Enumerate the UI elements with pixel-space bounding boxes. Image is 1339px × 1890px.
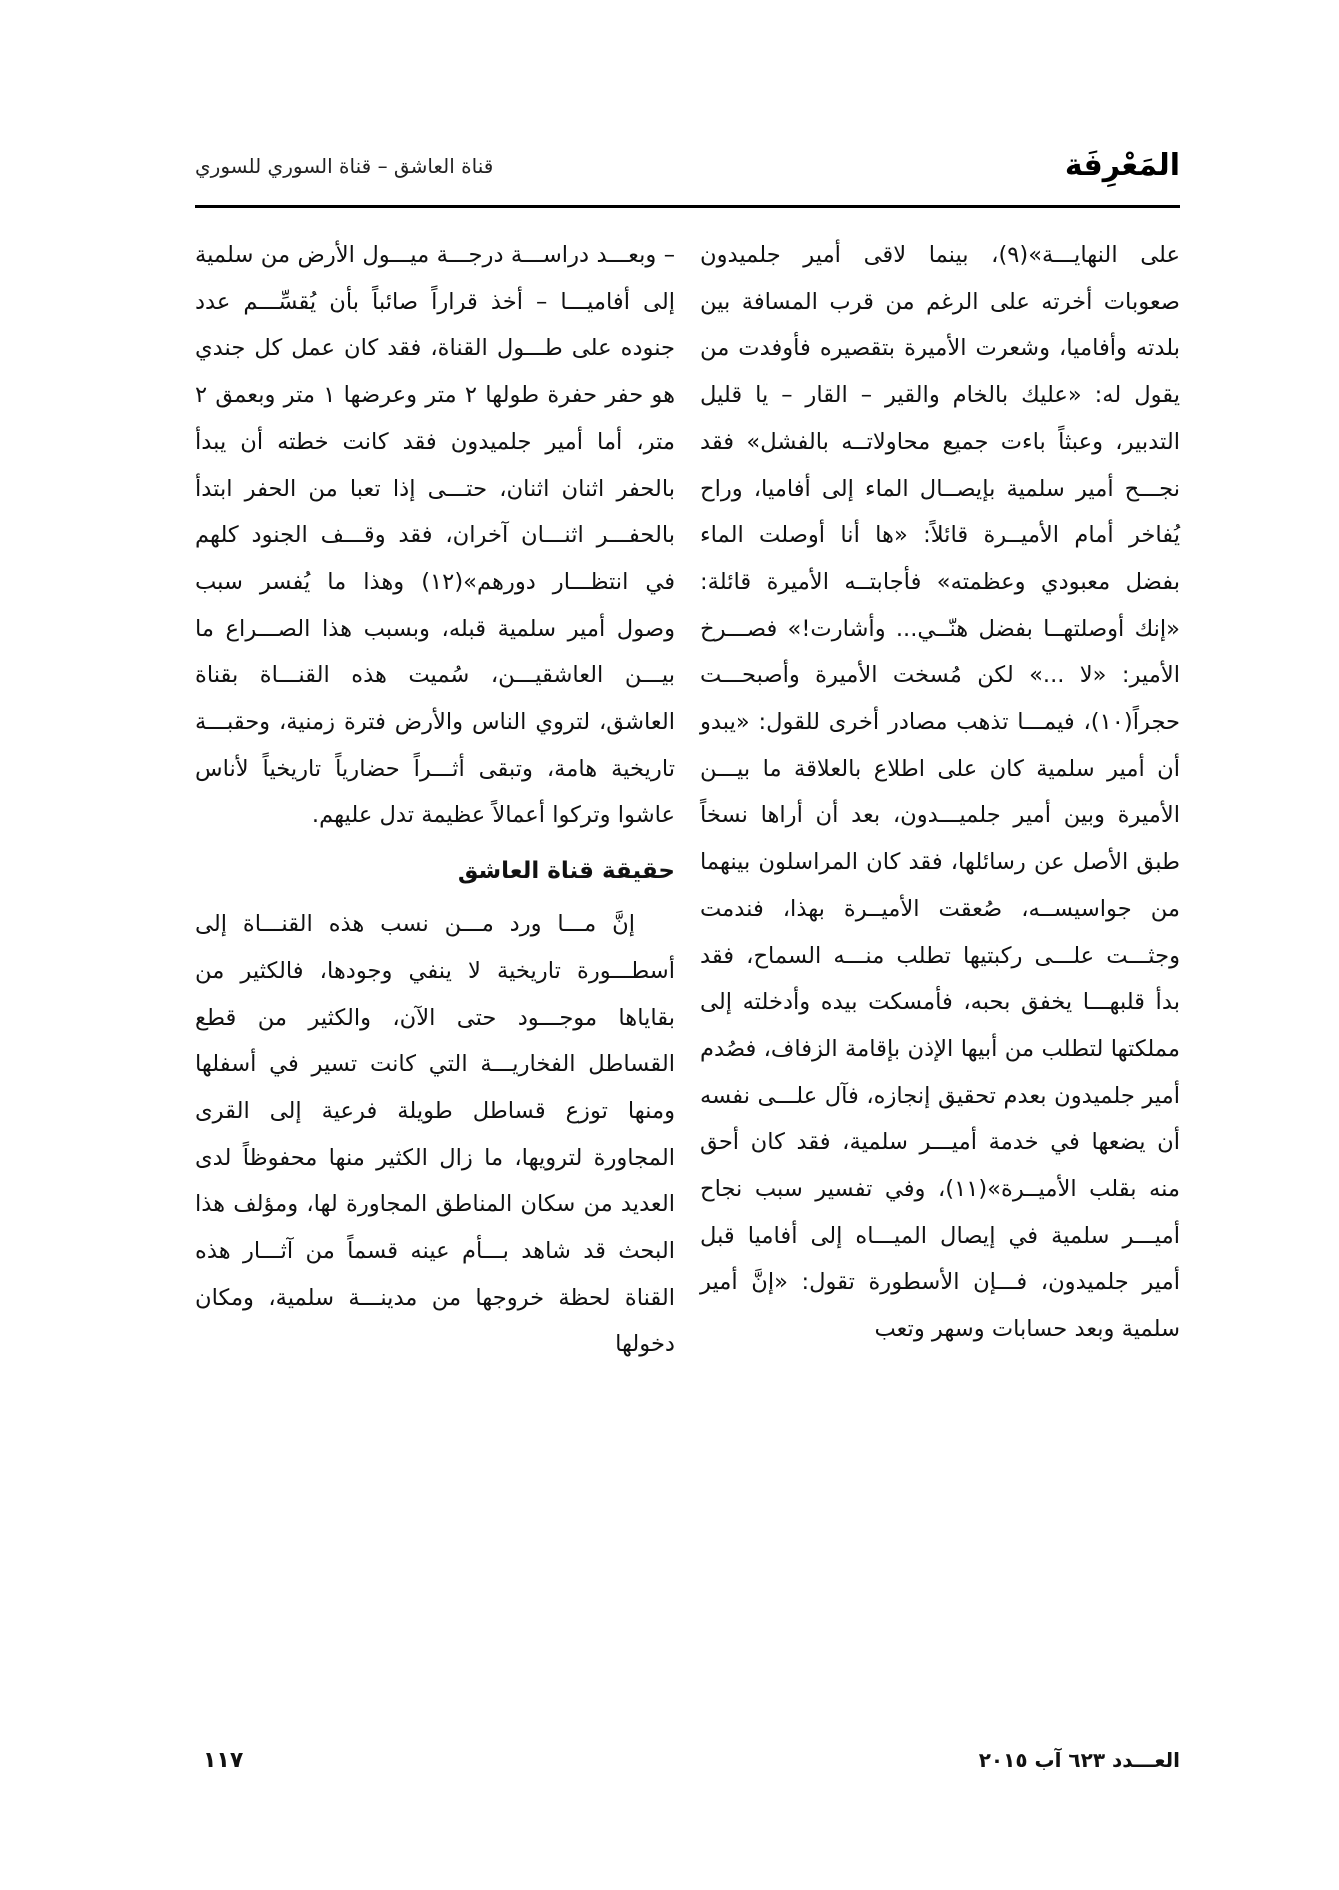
running-title: قناة العاشق – قناة السوري للسوري [195,154,494,178]
right-column-text: على النهايـــة»(٩)، بينما لاقى أمير جلميدون صعوبات أخرته على الرغم من قرب المسافة بين بلدته وأفاميا، وشعرت الأميرة بتقصيره فأوفدت من يقول له: «عليك بالخام والقير – القار – يا قليل التدبير، وعبثاً باءت جميع محاولاتــه بالفشل» فقد نجـــح أمير سلمية بإيصــال الماء إلى أفاميا، وراح يُفاخر أمام الأميــرة قائلاً: «ها أنا أوصلت الماء بفضل معبودي وعظمته» فأجابتــه الأميرة قائلة: «إنك أوصلتهــا بفضل هنّــي... وأشارت!» فصـــرخ الأمير: «لا ...» لكن مُسخت الأميرة وأصبحـــت حجراً(١٠)، فيمـــا تذهب مصادر أخرى للقول: «يبدو أن أمير سلمية كان على اطلاع بالعلاقة ما بيـــن الأميرة وبين أمير جلميـــدون، بعد أن أراها نسخاً طبق الأصل عن رسائلها، فقد كان المراسلون بينهما من جواسيســه، صُعقت الأميــرة بهذا، فندمت وجثـــت علـــى ركبتيها تطلب منـــه السماح، فقد بدأ قلبهـــا يخفق بحبه، فأمسكت بيده وأدخلته إلى مملكتها لتطلب من أبيها الإذن بإقامة الزفاف، فصُدم أمير جلميدون بعدم تحقيق إنجازه، فآل علـــى نفسه أن يضعها في خدمة أميـــر سلمية، فقد كان أحق منه بقلب الأميــرة»(١١)، وفي تفسير سبب نجاح أميـــر سلمية في إيصال الميـــاه إلى أفاميا قبل أمير جلميدون، فـــإن الأسطورة تقول: «إنَّ أمير سلمية وبعد حسابات وسهر وتعب [700,242,1181,1343]
header-divider [195,205,1180,208]
issue-info: العـــدد ٦٢٣ آب ٢٠١٥ [978,1748,1180,1772]
page-footer [195,1748,1180,1788]
page-number: ١١٧ [203,1748,244,1773]
left-column-paragraph-1: – وبعـــد دراســـة درجـــة ميـــول الأرض من سلمية إلى أفاميـــا – أخذ قراراً صائباً بأن يُقسِّـــم عدد جنوده على طـــول القناة، فقد كان عمل كل جندي هو حفر حفرة طولها ٢ متر وعرضها ١ متر وبعمق ٢ متر، أما أمير جلميدون فقد كانت خطته أن يبدأ بالحفر اثنان اثنان، حتـــى إذا تعبا من الحفر ابتدأ بالحفـــر اثنـــان آخران، فقد وقـــف الجنود كلهم في انتظـــار دورهم»(١٢) وهذا ما يُفسر سبب وصول أمير سلمية قبله، وبسبب هذا الصـــراع ما بيـــن العاشقيـــن، سُميت هذه القنـــاة بقناة العاشق، لتروي الناس والأرض فترة زمنية، وحقبـــة تاريخية هامة، وتبقى أثـــراً حضارياً تاريخياً لأناس عاشوا وتركوا أعمالاً عظيمة تدل عليهم. [195,242,676,829]
magazine-logo: المَعْرِفَة [1064,148,1180,183]
section-heading: حقيقة قناة العاشق [457,858,675,885]
right-column [700,232,1180,1353]
left-column-paragraph-2: إنَّ مـــا ورد مـــن نسب هذه القنـــاة إلى أسطـــورة تاريخية لا ينفي وجودها، فالكثير من بقاياها موجـــود حتى الآن، والكثير من قطع القساطل الفخاريـــة التي كانت تسير في أسفلها ومنها توزع قساطل طويلة فرعية إلى القرى المجاورة لترويها، ما زال الكثير منها محفوظاً لدى العديد من سكان المناطق المجاورة لها، ومؤلف هذا البحث قد شاهد بـــأم عينه قسماً من آثـــار هذه القناة لحظة خروجها من مدينـــة سلمية، ومكان دخولها [195,911,675,1358]
page-header [195,148,1180,190]
left-column [195,232,675,1368]
